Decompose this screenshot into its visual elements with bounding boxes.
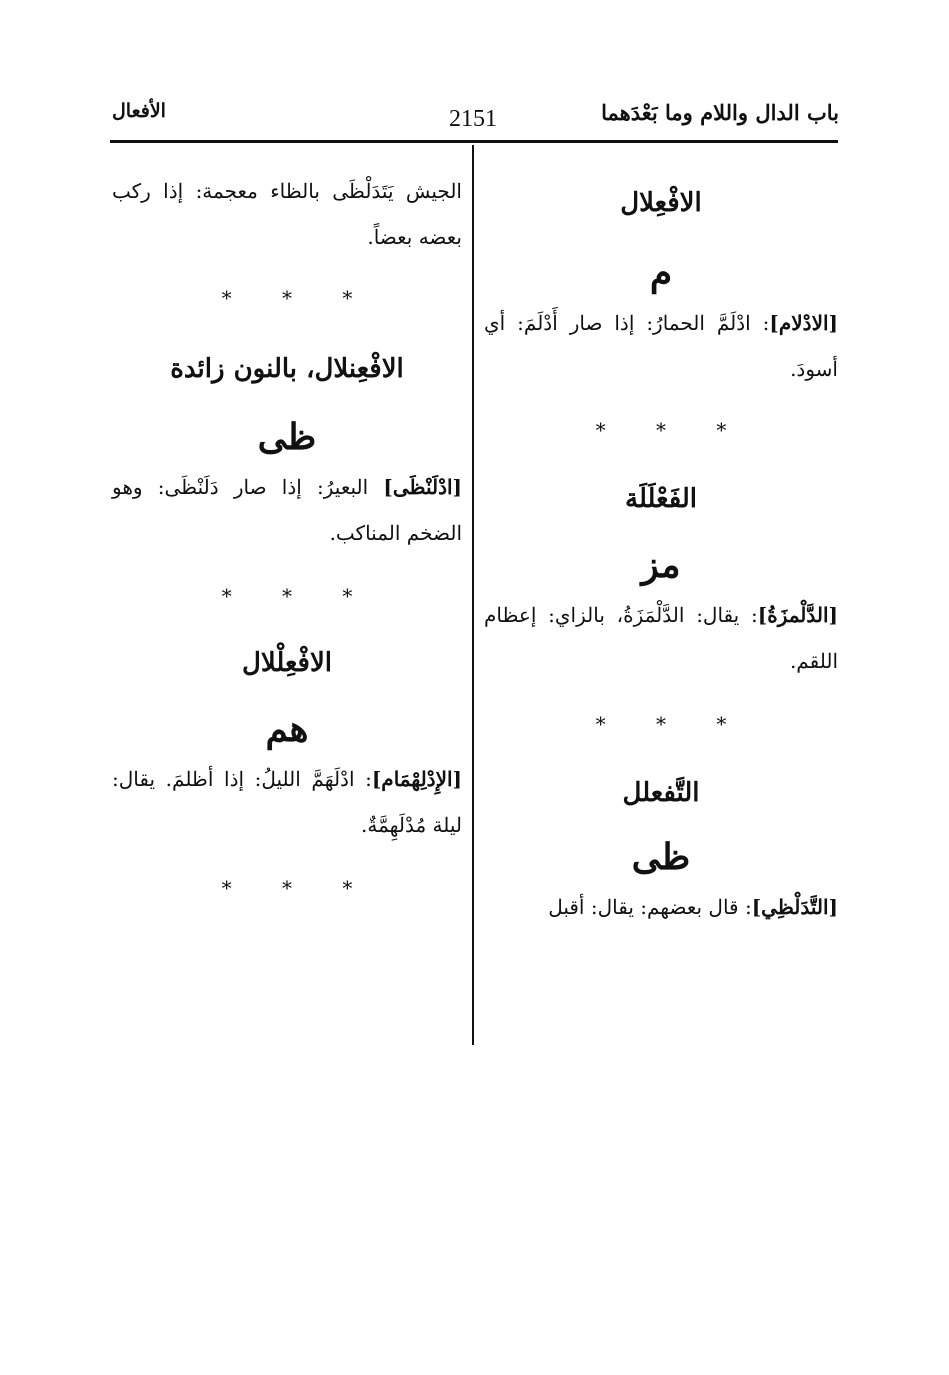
entry-text: : قال بعضهم: يقال: أقبل <box>548 895 752 919</box>
root-heading: مز <box>641 544 681 586</box>
root-heading: ظى <box>631 836 691 878</box>
dictionary-entry <box>112 756 462 848</box>
entry-text: البعيرُ: إذا صار دَلَنْظَى: وهو الضخم المناكب. <box>112 475 462 545</box>
header-rule <box>110 140 838 143</box>
dictionary-entry <box>484 300 838 392</box>
entry-headword: [الدَّلْمزَةُ] <box>757 603 838 627</box>
entry-text: : ادْلَهَمَّ الليلُ: إذا أظلمَ. يقال: ليلة مُدْلَهِمَّةٌ. <box>112 767 462 837</box>
section-separator: * * * <box>595 418 749 442</box>
running-header-section: الأفعال <box>112 100 166 122</box>
entry-headword: [ادْلَنْظَى] <box>383 475 463 499</box>
section-heading: الافْعِلْلال <box>241 648 333 678</box>
root-heading: هم <box>265 708 309 750</box>
dictionary-entry <box>484 884 838 930</box>
page-number: 2151 <box>449 106 497 132</box>
dictionary-entry-continued: الجيش يَتَدَلْظَى بالظاء معجمة: إذا ركب بعضه بعضاً. <box>112 179 462 249</box>
dictionary-entry <box>112 464 462 556</box>
section-heading: الافْعِنلال، بالنون زائدة <box>170 354 404 384</box>
entry-headword: [الادْلام] <box>769 311 838 335</box>
entry-text: : ادْلَمَّ الحمارُ: إذا صار أَدْلَمَ: أي أسودَ. <box>484 311 838 381</box>
column-divider <box>472 145 474 1045</box>
root-heading: م <box>649 252 673 294</box>
section-heading: الفَعْلَلَة <box>625 484 697 514</box>
dictionary-entry <box>484 592 838 684</box>
entry-headword: [الإِدْلِهْمَام] <box>371 767 462 791</box>
section-heading: الافْعِلال <box>620 188 702 218</box>
section-separator: * * * <box>221 876 375 900</box>
section-heading: التَّفعلل <box>622 778 700 808</box>
section-separator: * * * <box>221 286 375 310</box>
section-separator: * * * <box>221 584 375 608</box>
entry-headword: [التَّدَلْظِي] <box>751 895 838 919</box>
running-header-chapter: باب الدال واللام وما بَعْدَهما <box>601 100 839 125</box>
right-column <box>484 160 838 930</box>
left-column <box>112 160 462 900</box>
section-separator: * * * <box>595 712 749 736</box>
root-heading: ظى <box>257 416 317 458</box>
entry-text: : يقال: الدَّلْمَزَةُ، بالزاي: إعظام اللقم. <box>484 603 838 673</box>
